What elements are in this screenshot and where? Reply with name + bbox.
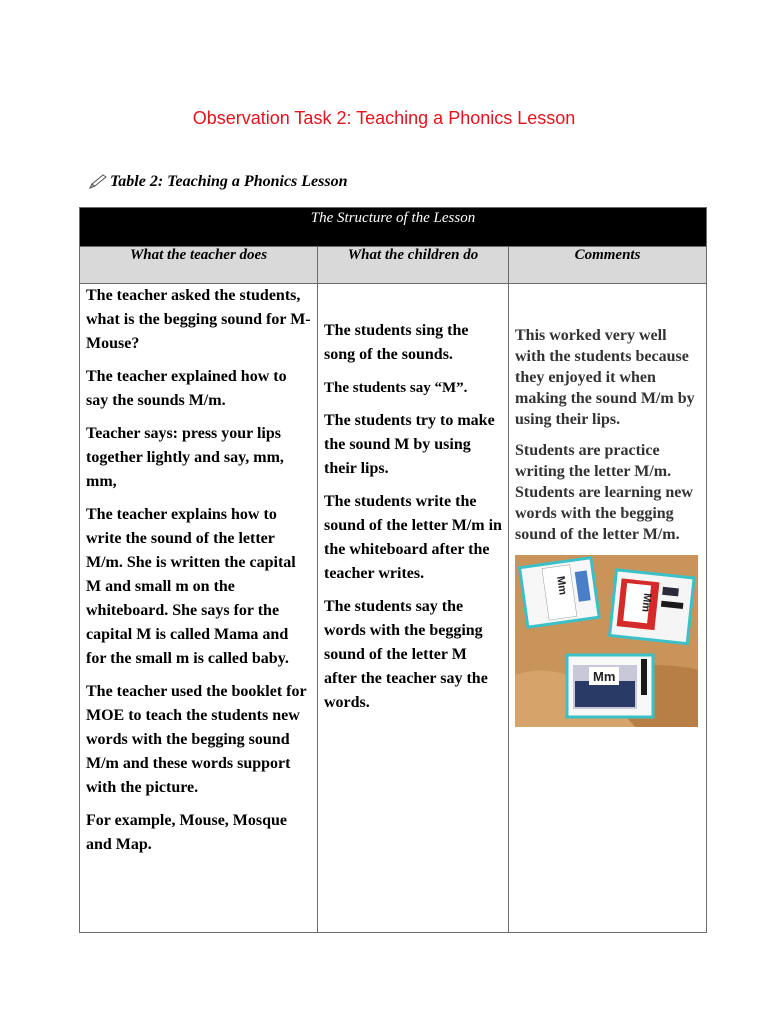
comment-text: This worked very well with the students because they enjoyed it when making the sound M/m by using their lips.	[515, 327, 695, 428]
teacher-step: For example, Mouse, Mosque and Map.	[86, 812, 288, 853]
comments-cell	[509, 284, 707, 933]
teacher-step: The teacher explains how to write the sound of the letter M/m. She is written the capital M and small m on the whiteboard. She says for the capital M is called Mama and for the small m is called baby.	[86, 506, 296, 667]
teacher-step: The teacher explained how to say the sounds M/m.	[86, 368, 287, 409]
column-header-children: What the children do	[318, 247, 509, 284]
children-step: The students say “M”.	[324, 380, 468, 396]
photo-label: Mm	[554, 575, 569, 596]
column-header-teacher: What the teacher does	[80, 247, 318, 284]
teacher-step: The teacher used the booklet for MOE to teach the students new words with the begging sound M/m and these words support with the picture.	[86, 683, 307, 796]
children-step: The students write the sound of the letter M/m in the whiteboard after the teacher writes.	[324, 493, 502, 582]
children-step: The students say the words with the begging sound of the letter M after the teacher say the words.	[324, 598, 488, 711]
page-title: Observation Task 2: Teaching a Phonics Lesson	[192, 108, 576, 128]
caption-text: Table 2: Teaching a Phonics Lesson	[110, 173, 348, 190]
classroom-photo	[515, 555, 698, 727]
children-cell	[318, 284, 509, 933]
column-header-comments: Comments	[509, 247, 707, 284]
teacher-cell	[80, 284, 318, 933]
teacher-step: Teacher says: press your lips together lightly and say, mm, mm,	[86, 425, 284, 490]
children-step: The students sing the song of the sounds.	[324, 322, 469, 363]
table-title: The Structure of the Lesson	[80, 208, 707, 247]
teacher-step: The teacher asked the students, what is the begging sound for M-Mouse?	[86, 287, 311, 352]
comment-text: Students are practice writing the letter M/m. Students are learning new words with the begging sound of the letter M/m.	[515, 442, 693, 543]
children-step: The students try to make the sound M by using their lips.	[324, 412, 495, 477]
photo-label: Mm	[639, 592, 654, 613]
table-caption	[88, 173, 348, 191]
photo-label: Mm	[593, 669, 616, 684]
lesson-table	[79, 207, 707, 933]
pencil-icon	[88, 174, 108, 190]
